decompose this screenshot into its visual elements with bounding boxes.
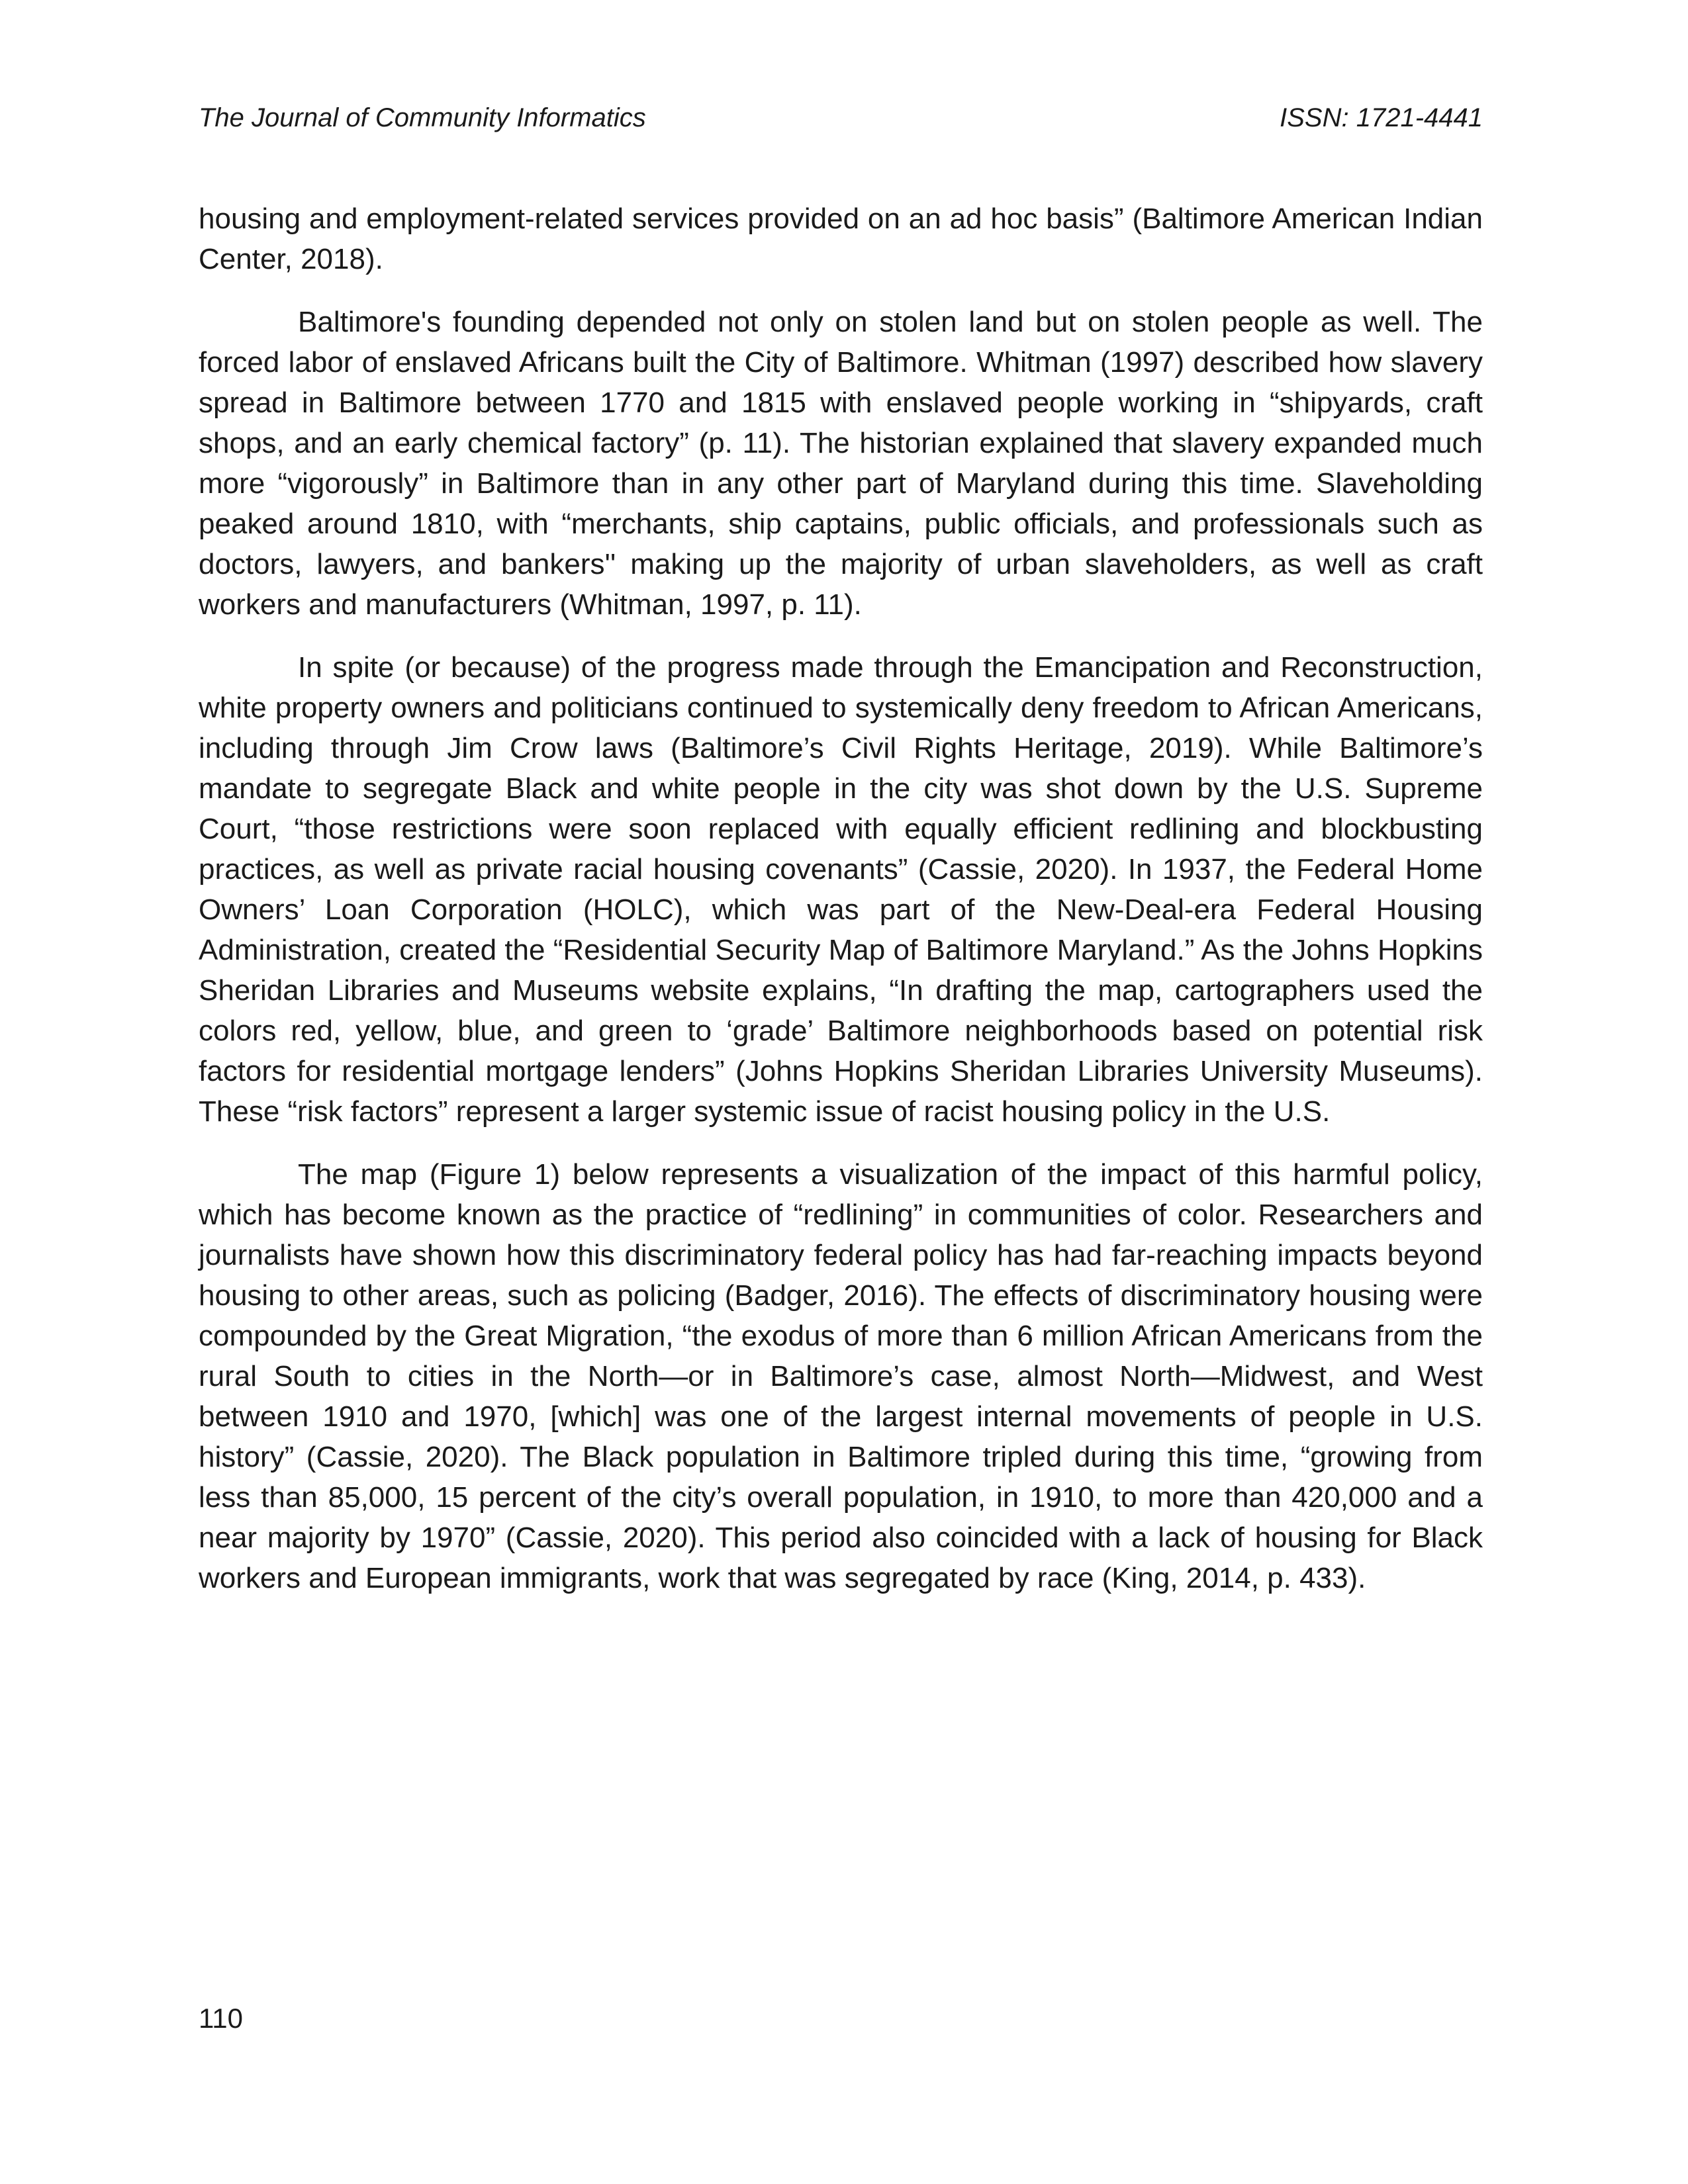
page-number: 110 bbox=[199, 2003, 243, 2034]
running-header bbox=[199, 98, 1483, 138]
paragraph-founding: Baltimore's founding depended not only on stolen land but on stolen people as well. The forced labor of enslaved Africans built the City of Baltimore. Whitman (1997) described how slavery spread in Baltimore between 1770 and 1815 with enslaved people working in “shipyards, craft shops, and an early chemical factory” (p. 11). The historian explained that slavery expanded much more “vigorously” in Baltimore than in any other part of Maryland during this time. Slaveholding peaked around 1810, with “merchants, ship captains, public officials, and professionals such as doctors, lawyers, and bankers'' making up the majority of urban slaveholders, as well as craft workers and manufacturers (Whitman, 1997, p. 11). bbox=[199, 306, 1483, 621]
paragraph-redlining-map: The map (Figure 1) below represents a visualization of the impact of this harmful policy, which has become known as the practice of “redlining” in communities of color. Researchers and journalists have shown how this discriminatory federal policy has had far-reaching impacts beyond housing to other areas, such as policing (Badger, 2016). The effects of discriminatory housing were compounded by the Great Migration, “the exodus of more than 6 million African Americans from the rural South to cities in the North—or in Baltimore’s case, almost North—Midwest, and West between 1910 and 1970, [which] was one of the largest internal movements of people in U.S. history” (Cassie, 2020). The Black population in Baltimore tripled during this time, “growing from less than 85,000, 15 percent of the city’s overall population, in 1910, to more than 420,000 and a near majority by 1970” (Cassie, 2020). This period also coincided with a lack of housing for Black workers and European immigrants, work that was segregated by race (King, 2014, p. 433). bbox=[199, 1158, 1483, 1594]
article-body bbox=[199, 199, 1483, 1621]
paragraph-reconstruction: In spite (or because) of the progress made through the Emancipation and Reconstruction, white property owners and politicians continued to systemically deny freedom to African Americans, including through Jim Crow laws (Baltimore’s Civil Rights Heritage, 2019). While Baltimore’s mandate to segregate Black and white people in the city was shot down by the U.S. Supreme Court, “those restrictions were soon replaced with equally efficient redlining and blockbusting practices, as well as private racial housing covenants” (Cassie, 2020). In 1937, the Federal Home Owners’ Loan Corporation (HOLC), which was part of the New-Deal-era Federal Housing Administration, created the “Residential Security Map of Baltimore Maryland.” As the Johns Hopkins Sheridan Libraries and Museums website explains, “In drafting the map, cartographers used the colors red, yellow, blue, and green to ‘grade’ Baltimore neighborhoods based on potential risk factors for residential mortgage lenders” (Johns Hopkins Sheridan Libraries University Museums). These “risk factors” represent a larger systemic issue of racist housing policy in the U.S. bbox=[199, 651, 1483, 1128]
issn-label: ISSN: 1721-4441 bbox=[1280, 103, 1483, 132]
paragraph-continuation: housing and employment-related services provided on an ad hoc basis” (Baltimore American Indian Center, 2018). bbox=[199, 203, 1483, 275]
journal-title: The Journal of Community Informatics bbox=[199, 103, 646, 132]
